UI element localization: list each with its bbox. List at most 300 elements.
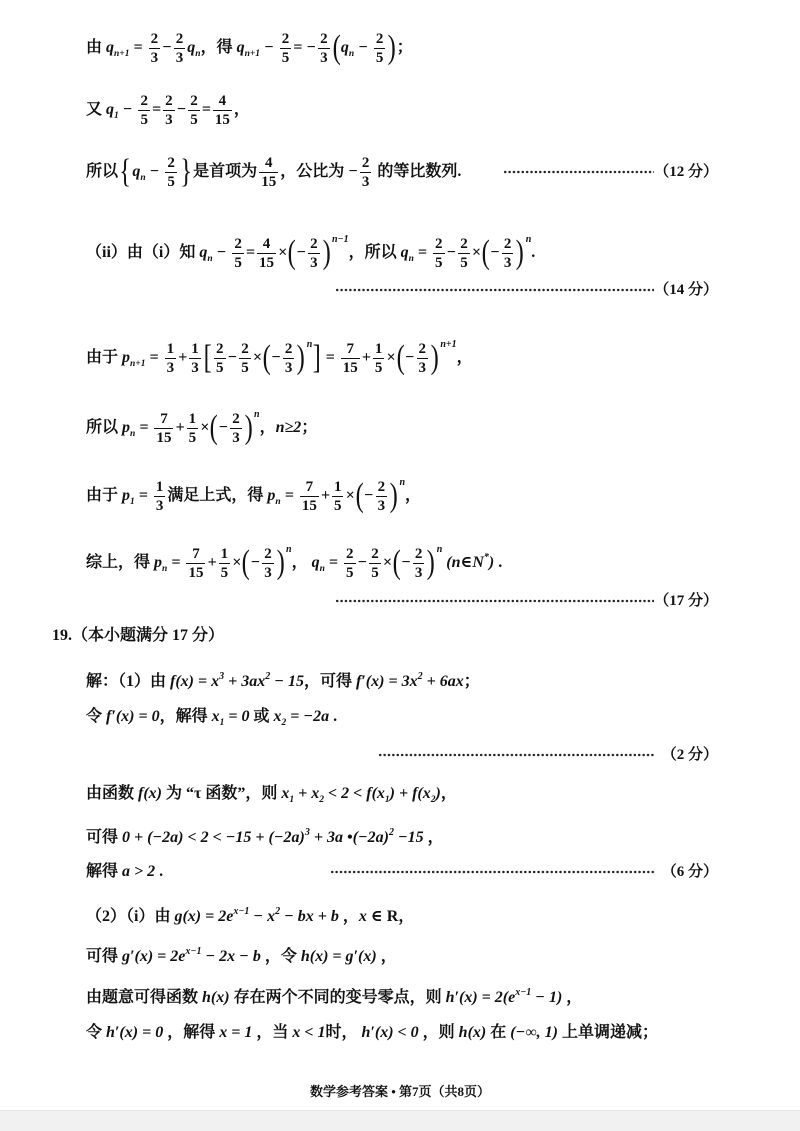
math-expr: h(x) = g′(x) bbox=[300, 948, 377, 965]
numerator: 7 bbox=[192, 545, 200, 562]
math-expr: f(x) = x bbox=[170, 673, 220, 690]
numerator: 1 bbox=[155, 478, 164, 495]
text-run: （ii）由（i）知 bbox=[86, 244, 200, 261]
answer-line bbox=[86, 530, 503, 582]
math-expr: < 2 < f(x bbox=[324, 785, 385, 802]
fraction bbox=[341, 341, 360, 376]
denominator: 5 bbox=[167, 173, 175, 190]
math-expr: p bbox=[122, 487, 131, 504]
denominator: 3 bbox=[232, 429, 240, 446]
denominator: 5 bbox=[333, 497, 342, 514]
denominator: 15 bbox=[301, 497, 317, 514]
math-expr: − x bbox=[249, 908, 276, 925]
denominator: 5 bbox=[241, 359, 249, 376]
subscript: 1 bbox=[114, 111, 119, 121]
delimiter: ) bbox=[244, 409, 253, 447]
fraction bbox=[433, 236, 445, 271]
fraction bbox=[257, 236, 276, 271]
subscript: 1 bbox=[219, 718, 225, 728]
fraction bbox=[154, 479, 166, 514]
denominator: 5 bbox=[220, 564, 229, 581]
denominator: 5 bbox=[375, 49, 384, 66]
fraction bbox=[308, 236, 320, 271]
math-expr: q bbox=[311, 554, 320, 571]
text-run: 由函数 bbox=[86, 785, 139, 802]
subscript: n bbox=[408, 254, 414, 264]
numerator: 7 bbox=[346, 340, 354, 357]
superscript: n+1 bbox=[440, 339, 457, 350]
denominator: 3 bbox=[284, 359, 293, 376]
denominator: 5 bbox=[140, 111, 148, 128]
numerator: 2 bbox=[264, 545, 272, 562]
math-expr: ) bbox=[435, 785, 441, 802]
math-expr: a > 2 bbox=[122, 863, 156, 880]
fraction bbox=[165, 341, 177, 376]
numerator: 1 bbox=[188, 410, 197, 427]
math-expr: h′(x) = 0 bbox=[106, 1024, 164, 1041]
math-expr: (n∈N bbox=[442, 554, 484, 571]
numerator: 7 bbox=[160, 410, 168, 427]
fraction bbox=[332, 479, 344, 514]
dot-leader bbox=[330, 870, 654, 874]
denominator: 5 bbox=[234, 254, 242, 271]
math-expr: − 1) bbox=[531, 989, 563, 1006]
text-run: ，公比为 bbox=[280, 163, 349, 180]
subscript: 1 bbox=[289, 795, 295, 805]
fraction bbox=[189, 341, 201, 376]
text-run: 19. bbox=[52, 627, 72, 644]
text-run: ，解得 bbox=[163, 1024, 220, 1041]
superscript: x−1 bbox=[185, 946, 202, 957]
question-header bbox=[52, 616, 224, 656]
subscript: 1 bbox=[130, 497, 135, 507]
math-expr: f′(x) = 3x bbox=[355, 673, 418, 690]
dot-leader bbox=[335, 599, 654, 603]
delimiter: ) bbox=[296, 339, 306, 377]
fraction bbox=[458, 236, 470, 271]
fraction bbox=[174, 31, 186, 66]
math-expr: − bbox=[404, 349, 415, 366]
numerator: 1 bbox=[166, 340, 175, 357]
dot-leader bbox=[503, 170, 654, 174]
superscript: n bbox=[254, 409, 260, 420]
text-run: 由于 bbox=[86, 487, 123, 504]
text-run: . bbox=[155, 863, 164, 880]
math-expr: h′(x) = 2(e bbox=[445, 989, 516, 1006]
math-expr: × bbox=[386, 349, 396, 366]
math-expr: ) + f(x bbox=[389, 785, 431, 802]
text-run: ，则 bbox=[418, 1024, 459, 1041]
numerator: 2 bbox=[241, 340, 249, 357]
answer-line bbox=[86, 813, 444, 853]
math-expr: ) bbox=[488, 554, 495, 571]
math-expr: = 0 bbox=[224, 708, 250, 725]
subscript: 2 bbox=[319, 795, 325, 805]
denominator: 3 bbox=[503, 254, 512, 271]
math-expr: − bbox=[260, 39, 278, 56]
answer-line bbox=[86, 892, 414, 932]
score-label: （14 分） bbox=[654, 282, 718, 298]
fraction bbox=[502, 236, 514, 271]
numerator: 1 bbox=[220, 545, 229, 562]
math-expr: h(x) bbox=[458, 1024, 487, 1041]
text-run: ，令 bbox=[260, 948, 301, 965]
math-expr: + 6ax bbox=[422, 673, 464, 690]
answer-line bbox=[86, 325, 473, 377]
math-expr: = bbox=[413, 244, 432, 261]
numerator: 2 bbox=[175, 30, 184, 47]
subscript: n bbox=[162, 564, 168, 574]
fraction bbox=[374, 31, 386, 66]
math-expr: = bbox=[324, 554, 343, 571]
denominator: 3 bbox=[414, 564, 423, 581]
fraction bbox=[280, 31, 292, 66]
superscript: n bbox=[399, 477, 405, 488]
text-run: 为 “τ 函数”，则 bbox=[162, 785, 282, 802]
text-run: 由 bbox=[86, 39, 107, 56]
superscript: 2 bbox=[388, 827, 394, 838]
text-run: R， bbox=[386, 908, 415, 925]
math-expr: = bbox=[129, 39, 147, 56]
superscript: 2 bbox=[417, 671, 423, 682]
superscript: x−1 bbox=[515, 987, 532, 998]
denominator: 3 bbox=[155, 497, 164, 514]
answer-line bbox=[86, 220, 536, 272]
text-run: . bbox=[531, 244, 536, 261]
math-expr: − bbox=[218, 419, 229, 436]
text-run: 的等比数列. bbox=[373, 163, 462, 180]
numerator: 2 bbox=[150, 30, 159, 47]
delimiter: ( bbox=[481, 234, 490, 272]
denominator: 15 bbox=[188, 564, 204, 581]
delimiter: ( bbox=[392, 544, 401, 582]
numerator: 1 bbox=[191, 340, 199, 357]
denominator: 3 bbox=[418, 359, 427, 376]
math-expr: x bbox=[281, 785, 290, 802]
math-expr: p bbox=[122, 419, 131, 436]
answer-line bbox=[86, 774, 457, 814]
math-expr: = bbox=[245, 244, 255, 261]
delimiter: ) bbox=[387, 29, 397, 67]
delimiter: ) bbox=[515, 234, 525, 272]
numerator: 2 bbox=[232, 410, 240, 427]
answer-line bbox=[86, 28, 413, 68]
text-run: ， bbox=[405, 487, 422, 504]
subscript: n+1 bbox=[130, 359, 146, 369]
delimiter: ( bbox=[241, 544, 250, 582]
text-run: ， bbox=[376, 948, 397, 965]
answer-line bbox=[86, 90, 250, 130]
math-expr: p bbox=[267, 487, 276, 504]
math-expr: + bbox=[175, 419, 185, 436]
fraction bbox=[214, 341, 226, 376]
subscript: n bbox=[348, 49, 355, 59]
numerator: 2 bbox=[190, 92, 198, 109]
numerator: 2 bbox=[167, 154, 175, 171]
math-expr: h(x) bbox=[202, 989, 230, 1006]
denominator: 15 bbox=[261, 173, 277, 190]
numerator: 2 bbox=[320, 30, 328, 47]
superscript: 2 bbox=[275, 906, 281, 917]
fraction bbox=[188, 93, 200, 128]
fraction bbox=[344, 546, 356, 581]
denominator: 15 bbox=[214, 111, 230, 128]
text-run: 综上，得 bbox=[86, 554, 155, 571]
text-run: 所以 bbox=[86, 419, 123, 436]
math-expr: q bbox=[400, 244, 409, 261]
fraction bbox=[360, 155, 372, 190]
math-expr: − 2x − b bbox=[201, 948, 261, 965]
math-expr: q bbox=[132, 163, 141, 180]
subscript: n bbox=[319, 564, 325, 574]
math-expr: x = 1 bbox=[219, 1024, 253, 1041]
denominator: 15 bbox=[342, 359, 358, 376]
fraction bbox=[187, 411, 199, 446]
numerator: 2 bbox=[281, 30, 290, 47]
math-expr: q bbox=[106, 39, 115, 56]
page-footer: 数学参考答案 • 第7页（共8页） bbox=[309, 1084, 491, 1099]
text-run: ， bbox=[338, 908, 359, 925]
math-expr: 0 + (−2a) < 2 < −15 + (−2a) bbox=[122, 829, 305, 846]
superscript: n−1 bbox=[331, 234, 349, 245]
fraction bbox=[219, 546, 231, 581]
math-expr: q bbox=[236, 39, 245, 56]
math-expr: × bbox=[345, 487, 355, 504]
math-expr: = − bbox=[293, 39, 317, 56]
text-run: ， bbox=[562, 989, 583, 1006]
numerator: 4 bbox=[218, 92, 227, 109]
numerator: 4 bbox=[264, 154, 273, 171]
fraction bbox=[154, 411, 173, 446]
answer-line bbox=[86, 395, 318, 447]
text-run: 上单调递减； bbox=[558, 1024, 659, 1041]
denominator: 5 bbox=[346, 564, 354, 581]
math-expr: − bbox=[446, 244, 457, 261]
fraction bbox=[138, 93, 150, 128]
math-expr: x bbox=[273, 708, 282, 725]
math-expr: + bbox=[207, 554, 217, 571]
denominator: 3 bbox=[166, 359, 175, 376]
delimiter: ( bbox=[287, 234, 296, 272]
fraction bbox=[259, 155, 278, 190]
scan-edge bbox=[0, 1110, 800, 1131]
math-expr: f(x) bbox=[138, 785, 162, 802]
dot-leader bbox=[378, 753, 654, 757]
math-expr: − bbox=[162, 39, 172, 56]
answer-line bbox=[86, 852, 163, 892]
math-expr: − bbox=[145, 163, 164, 180]
text-run: 是首项为 bbox=[193, 163, 258, 180]
math-expr: p bbox=[122, 349, 131, 366]
subscript: n bbox=[207, 254, 213, 264]
fraction bbox=[376, 479, 388, 514]
answer-line bbox=[86, 463, 422, 515]
denominator: 3 bbox=[191, 359, 199, 376]
denominator: 15 bbox=[156, 429, 172, 446]
text-run: 又 bbox=[86, 101, 107, 118]
text-run: ，可得 bbox=[303, 673, 356, 690]
numerator: 2 bbox=[216, 340, 224, 357]
math-expr: = bbox=[135, 419, 153, 436]
math-expr: n≥2 bbox=[275, 419, 302, 436]
math-expr: + bbox=[178, 349, 188, 366]
denominator: 3 bbox=[377, 497, 386, 514]
denominator: 5 bbox=[188, 429, 197, 446]
math-expr: q bbox=[187, 39, 196, 56]
text-run: 可得 bbox=[86, 948, 123, 965]
math-expr: = bbox=[201, 101, 211, 118]
delimiter: ] bbox=[312, 339, 322, 377]
math-expr: − bbox=[354, 39, 372, 56]
text-run: ， bbox=[233, 101, 250, 118]
math-expr: − bbox=[348, 163, 358, 180]
math-expr: − bbox=[357, 554, 368, 571]
answer-line bbox=[86, 657, 480, 697]
fraction bbox=[239, 341, 251, 376]
math-expr: = bbox=[151, 101, 162, 118]
answer-line bbox=[86, 697, 337, 737]
superscript: 2 bbox=[265, 671, 271, 682]
math-expr: − bbox=[271, 349, 281, 366]
math-expr: = bbox=[280, 487, 298, 504]
math-expr: − bbox=[363, 487, 374, 504]
math-expr: + 3a •(−2a) bbox=[309, 829, 389, 846]
fraction bbox=[149, 31, 161, 66]
text-run: 在 bbox=[486, 1024, 511, 1041]
fraction bbox=[163, 93, 175, 128]
denominator: 3 bbox=[150, 49, 159, 66]
denominator: 5 bbox=[216, 359, 224, 376]
numerator: 1 bbox=[374, 340, 383, 357]
subscript: n bbox=[195, 49, 201, 59]
text-run: 由题意可得函数 bbox=[86, 989, 203, 1006]
math-expr: x bbox=[211, 708, 220, 725]
math-expr: × bbox=[277, 244, 288, 261]
text-run: ，得 bbox=[200, 39, 237, 56]
numerator: 2 bbox=[371, 545, 379, 562]
delimiter: ) bbox=[389, 477, 398, 515]
subscript: 2 bbox=[430, 795, 436, 805]
subscript: 1 bbox=[384, 795, 390, 805]
answer-line bbox=[86, 1013, 658, 1053]
math-expr: q bbox=[106, 101, 115, 118]
subscript: n bbox=[140, 173, 146, 183]
numerator: 4 bbox=[262, 235, 271, 252]
delimiter: ( bbox=[355, 477, 364, 515]
text-run: 可得 bbox=[86, 829, 123, 846]
numerator: 2 bbox=[346, 545, 354, 562]
math-expr: − bbox=[490, 244, 500, 261]
text-run: ， bbox=[291, 554, 312, 571]
numerator: 2 bbox=[503, 235, 512, 252]
math-expr: − 15 bbox=[270, 673, 304, 690]
subscript: n+1 bbox=[244, 49, 261, 59]
delimiter: } bbox=[180, 153, 192, 191]
text-run: 所以 bbox=[86, 163, 119, 180]
superscript: x−1 bbox=[233, 906, 250, 917]
math-expr: × bbox=[232, 554, 242, 571]
fraction bbox=[318, 31, 330, 66]
answer-line bbox=[86, 973, 582, 1013]
math-expr: f′(x) = 0 bbox=[106, 708, 160, 725]
text-run: 或 bbox=[249, 708, 274, 725]
math-expr: − bbox=[176, 101, 187, 118]
fraction bbox=[165, 155, 177, 190]
numerator: 2 bbox=[310, 235, 318, 252]
math-expr: × bbox=[382, 554, 392, 571]
text-run: . bbox=[494, 554, 503, 571]
fraction bbox=[213, 93, 232, 128]
dot-leader bbox=[335, 288, 654, 292]
delimiter: ) bbox=[276, 544, 285, 582]
math-expr: × bbox=[252, 349, 262, 366]
text-run: ； bbox=[301, 419, 318, 436]
math-expr: p bbox=[154, 554, 163, 571]
superscript: n bbox=[286, 544, 292, 555]
math-expr: −15 bbox=[393, 829, 424, 846]
delimiter: ( bbox=[209, 409, 218, 447]
numerator: 2 bbox=[418, 340, 427, 357]
fraction bbox=[186, 546, 205, 581]
numerator: 2 bbox=[460, 235, 468, 252]
math-expr: − bbox=[296, 244, 307, 261]
score-label: （17 分） bbox=[654, 593, 718, 609]
math-expr: = bbox=[145, 349, 163, 366]
text-run: 解得 bbox=[86, 863, 123, 880]
score-label: （6 分） bbox=[661, 864, 718, 880]
math-expr: − bbox=[118, 101, 137, 118]
math-expr: + 3ax bbox=[224, 673, 266, 690]
math-expr: − bbox=[212, 244, 231, 261]
math-expr: g(x) = 2e bbox=[174, 908, 234, 925]
superscript: n bbox=[525, 234, 532, 245]
denominator: 3 bbox=[361, 173, 370, 190]
text-run: ； bbox=[396, 39, 413, 56]
numerator: 2 bbox=[165, 92, 173, 109]
text-run: 由于 bbox=[86, 349, 123, 366]
text-run: 令 bbox=[86, 1024, 107, 1041]
subscript: n bbox=[275, 497, 281, 507]
math-expr: − bx + b bbox=[280, 908, 339, 925]
score-label: （12 分） bbox=[654, 164, 718, 180]
text-run: （2）（i）由 bbox=[86, 908, 175, 925]
fraction bbox=[369, 546, 381, 581]
text-run: ， bbox=[259, 419, 276, 436]
text-run: ，所以 bbox=[348, 244, 401, 261]
math-expr: − bbox=[227, 349, 238, 366]
denominator: 5 bbox=[435, 254, 443, 271]
denominator: 5 bbox=[190, 111, 198, 128]
numerator: 2 bbox=[284, 340, 293, 357]
text-run: 令 bbox=[86, 708, 107, 725]
text-run: . bbox=[329, 708, 338, 725]
numerator: 2 bbox=[140, 92, 148, 109]
text-run: ，当 bbox=[252, 1024, 293, 1041]
text-run: 满足上式，得 bbox=[167, 487, 268, 504]
denominator: 3 bbox=[310, 254, 318, 271]
fraction bbox=[413, 546, 425, 581]
math-expr: − bbox=[250, 554, 261, 571]
math-expr: = bbox=[167, 554, 185, 571]
denominator: 3 bbox=[320, 49, 328, 66]
math-expr: + bbox=[320, 487, 330, 504]
superscript: n bbox=[436, 544, 443, 555]
math-expr: = −2a bbox=[286, 708, 330, 725]
delimiter: ) bbox=[426, 544, 436, 582]
math-expr: = bbox=[321, 349, 339, 366]
denominator: 5 bbox=[374, 359, 383, 376]
text-run: ， bbox=[456, 349, 473, 366]
